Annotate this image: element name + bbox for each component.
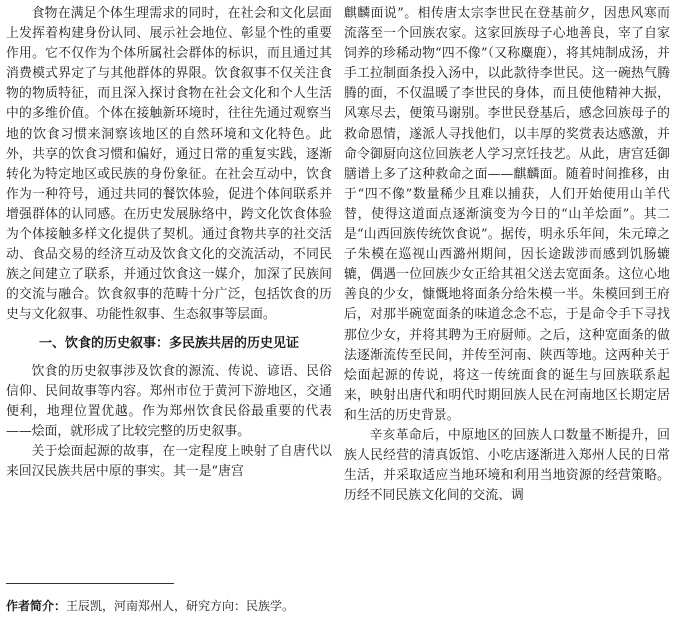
footnote-text: 王辰凯，河南郑州人，研究方向：民族学。	[66, 599, 295, 613]
intro-paragraph: 食物在满足个体生理需求的同时，在社会和文化层面上发挥着构建身份认同、展示社会地位、彰显个性的重要作用。它不仅作为个体所属社会群体的标识，而且通过其消费模式界定了与其他群体的界限。饮食叙事不仅关注食物的物质特征，而且深入探讨食物在社会文化和个人生活中的多维价值。个体在接触新环境时，往往先通过观察当地的饮食习惯来洞察该地区的自然环境和文化特色。此外，共享的饮食习惯和偏好，通过日常的重复实践，逐渐转化为特定地区或民族的身份象征。在社会互动中，饮食作为一种符号，通过共同的餐饮体验，促进个体间联系并增强群体的认同感。在历史发展脉络中，跨文化饮食体验为个体接触多样文化提供了契机。通过食物共享的社交活动、食品交易的经济互动及饮食文化的交流活动，不同民族之间建立了联系，并通过饮食这一媒介，加深了民族间的交流与融合。饮食叙事的范畴十分广泛，包括饮食的历史与文化叙事、功能性叙事、生态叙事等层面。	[6, 6, 332, 323]
section-heading: 一、饮食的历史叙事：多民族共居的历史见证	[38, 335, 299, 351]
footnote-label: 作者简介：	[6, 599, 67, 613]
legend-continuation-paragraph: 麒麟面说”。相传唐太宗李世民在登基前夕，因患风寒而流落至一个回族农家。这家回族母子心地善良，宰了自家饲养的珍稀动物“四不像”（又称麋鹿），将其炖制成汤，并手工拉制面条投入汤中，以此款待李世民。这一碗热气腾腾的面，不仅温暖了李世民的身体，而且使他精神大振，风寒尽去，便策马谢别。李世民登基后，感念回族母子的救命恩情，遂派人寻找他们，以丰厚的奖赏表达感激，并命令御厨向这位回族老人学习烹饪技艺。从此，唐宫廷御膳谱上多了这种救命之面——麒麟面。随着时间推移，由于“四不像”数量稀少且难以捕获，人们开始使用山羊代替，使得这道面点逐渐演变为今日的“山羊烩面”。其二是“山西回族传统饮食说”。据传，明永乐年间，朱元璋之子朱模在巡视山西潞州期间，因长途跋涉而感到饥肠辘辘，偶遇一位回族少女正给其祖父送去宽面条。这位心地善良的少女，慷慨地将面条分给朱模一半。朱模回到王府后，对那半碗宽面条的味道念念不忘，于是命令手下寻找那位少女，并将其聘为王府厨师。之后，这种宽面条的做法逐渐流传至民间，并传至河南、陕西等地。这两种关于烩面起源的传说，将这一传统面食的诞生与回族联系起来，映射出唐代和明代时期回族人民在河南地区长期定居和生活的历史背景。	[344, 6, 670, 423]
xinhai-paragraph: 辛亥革命后，中原地区的回族人口数量不断提升，回族人民经营的清真饭馆、小吃店逐渐进入郑州人民的日常生活，并采取适应当地环境和利用当地资源的经营策略。历经不同民族文化间的交流、调	[344, 427, 670, 504]
footnote-divider	[6, 583, 174, 584]
right-column	[344, 4, 670, 506]
left-column	[6, 4, 332, 482]
huimian-origin-paragraph: 关于烩面起源的故事，在一定程度上映射了自唐代以来回汉民族共居中原的事实。其一是“唐宫	[6, 443, 332, 479]
author-footnote	[6, 597, 666, 615]
history-narrative-paragraph: 饮食的历史叙事涉及饮食的源流、传说、谚语、民俗信仰、民间故事等内容。郑州市位于黄河下游地区，交通便利，地理位置优越。作为郑州饮食民俗最重要的代表——烩面，就形成了比较完整的历史叙事。	[6, 363, 332, 439]
